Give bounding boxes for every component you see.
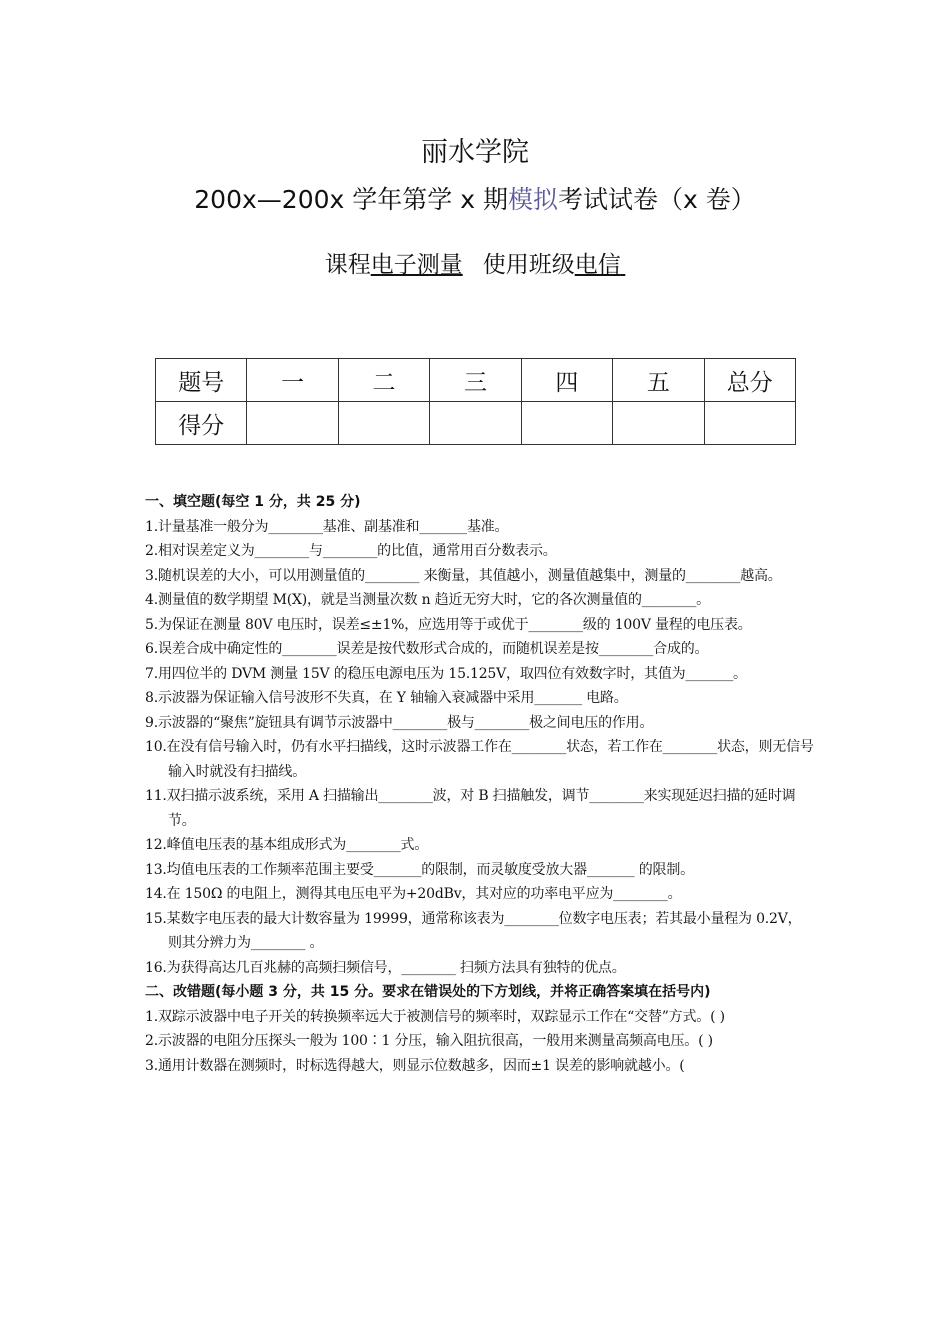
question: 15.某数字电压表的最大计数容量为 19999，通常称该表为________位数字电压表；若其最小量程为 0.2V，则其分辨力为________ 。 (145, 910, 802, 951)
score-table-score-row (156, 402, 796, 445)
class-name: 电信 (574, 252, 621, 278)
score-table-cell (430, 402, 521, 445)
question: 9.示波器的“聚焦”旋钮具有调节示波器中________极与________极之间电压的作用。 (145, 714, 654, 731)
course-label: 课程 (324, 252, 371, 278)
section-heading: 一、填空题(每空 1 分，共 25 分) (145, 494, 361, 510)
exam-content (145, 490, 815, 1078)
score-table-cell (338, 402, 429, 445)
question: 1.双踪示波器中电子开关的转换频率远大于被测信号的频率时，双踪显示工作在“交替”方式。( ) (145, 1008, 725, 1025)
question: 16.为获得高达几百兆赫的高频扫频信号，________ 扫频方法具有独特的优点。 (145, 959, 626, 976)
exam-title (0, 180, 950, 216)
score-table-cell (704, 402, 795, 445)
score-table-header-row (156, 359, 796, 402)
question: 5.为保证在测量 80V 电压时，误差≤±1%，应选用等于或优于________级的 100V 量程的电压表。 (145, 616, 752, 633)
section-heading: 二、改错题(每小题 3 分，共 15 分。要求在错误处的下方划线，并将正确答案填在括号内) (145, 984, 711, 1000)
question: 12.峰值电压表的基本组成形式为________式。 (145, 837, 429, 853)
exam-title-highlight: 模拟 (507, 185, 558, 214)
question: 11.双扫描示波系统，采用 A 扫描输出________波，对 B 扫描触发，调节________来实现延迟扫描的延时调节。 (145, 788, 796, 829)
score-table-cell: 题号 (156, 359, 247, 402)
score-table-cell: 三 (430, 359, 521, 402)
score-table-cell: 总分 (704, 359, 795, 402)
score-table-cell: 一 (247, 359, 338, 402)
question: 3.通用计数器在测频时，时标选得越大，则显示位数越多，因而±1 误差的影响就越小。( (145, 1057, 685, 1074)
question: 2.示波器的电阻分压探头一般为 100∶1 分压，输入阻抗很高，一般用来测量高频高电压。( ) (145, 1033, 713, 1049)
question: 3.随机误差的大小，可以用测量值的________ 来衡量，其值越小，测量值越集中，测量的________越高。 (145, 567, 782, 584)
question: 2.相对误差定义为________与________的比值，通常用百分数表示。 (145, 543, 557, 559)
score-table-cell (613, 402, 704, 445)
course-line (0, 246, 950, 279)
question: 1.计量基准一般分为________基准、副基准和_______基准。 (145, 518, 509, 535)
question: 8.示波器为保证输入信号波形不失真，在 Y 轴输入衰减器中采用_______ 电路。 (145, 690, 628, 706)
score-table-cell (521, 402, 612, 445)
score-table-cell: 得分 (156, 402, 247, 445)
exam-title-part2: 考试试卷（x 卷） (557, 185, 756, 214)
question: 7.用四位半的 DVM 测量 15V 的稳压电源电压为 15.125V，取四位有效数字时，其值为_______。 (145, 665, 747, 682)
score-table (155, 358, 796, 445)
score-table-cell (247, 402, 338, 445)
course-name: 电子测量 (370, 252, 463, 278)
score-table-cell: 二 (338, 359, 429, 402)
school-name: 丽水学院 (421, 137, 529, 168)
question: 14.在 150Ω 的电阻上，测得其电压电平为+20dBv，其对应的功率电平应为________。 (145, 886, 682, 902)
question: 10.在没有信号输入时，仍有水平扫描线，这时示波器工作在________状态，若工作在________状态，则无信号输入时就没有扫描线。 (145, 739, 814, 780)
score-table-cell: 五 (613, 359, 704, 402)
exam-title-part1: 200x—200x 学年第学 x 期 (194, 185, 508, 214)
question: 6.误差合成中确定性的________误差是按代数形式合成的，而随机误差是按________合成的。 (145, 641, 709, 657)
question: 4.测量值的数学期望 M(Χ)，就是当测量次数 n 趋近无穷大时，它的各次测量值的________。 (145, 592, 710, 608)
question: 13.均值电压表的工作频率范围主要受_______的限制，而灵敏度受放大器_______ 的限制。 (145, 861, 694, 878)
class-label: 使用班级 (482, 252, 575, 278)
score-table-cell: 四 (521, 359, 612, 402)
